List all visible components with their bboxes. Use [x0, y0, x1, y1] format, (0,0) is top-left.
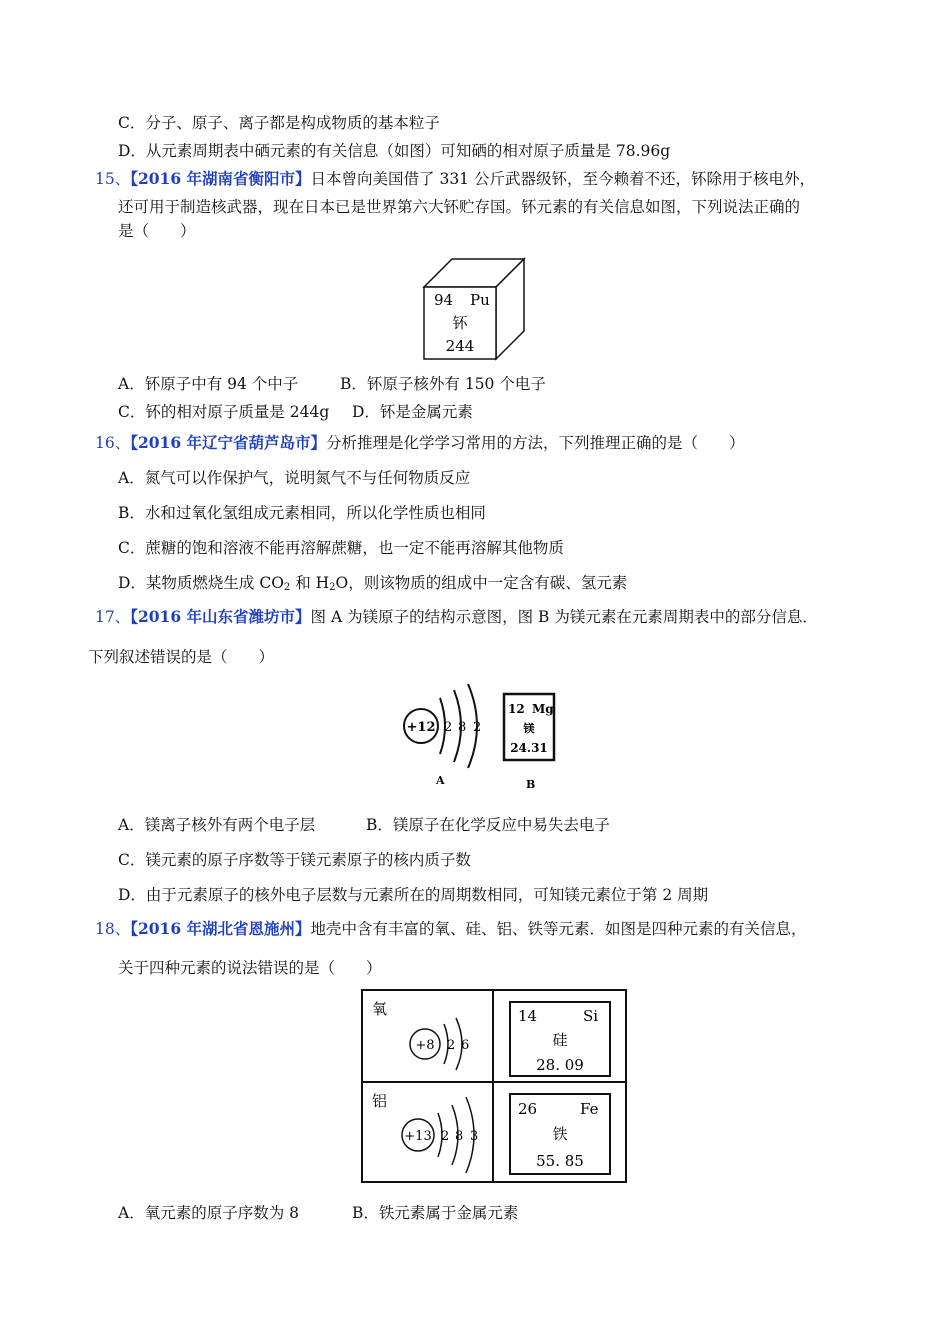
- q16-number: 16、: [95, 434, 131, 452]
- q15-stem-line3: 是（ ）: [118, 222, 196, 240]
- q18-stem-line2: 关于四种元素的说法错误的是（ ）: [118, 959, 382, 977]
- q15-option-c: C．钚的相对原子质量是 244g: [118, 403, 330, 421]
- q17-option-d: D．由于元素原子的核外电子层数与元素所在的周期数相同，可知镁元素位于第 2 周期: [118, 886, 709, 904]
- q18-option-b: B．铁元素属于金属元素: [352, 1204, 519, 1222]
- q17-option-b: B．镁原子在化学反应中易失去电子: [366, 816, 610, 834]
- q15-text: 日本曾向美国借了 331 公斤武器级钚，至今赖着不还，钚除用于核电外，: [310, 170, 815, 188]
- fe-mass: 55. 85: [536, 1152, 584, 1170]
- q18-source: 【2016 年湖北省恩施州】: [130, 919, 311, 938]
- q18-option-a: A．氧元素的原子序数为 8: [118, 1204, 299, 1222]
- pu-name: 钚: [452, 314, 468, 332]
- pu-atomic-number: 94: [434, 291, 454, 309]
- figure-a-label: A: [436, 774, 445, 787]
- four-elements-figure: [360, 988, 630, 1186]
- q18-stem-line1: [95, 918, 807, 940]
- q16-option-c: C．蔗糖的饱和溶液不能再溶解蔗糖，也一定不能再溶解其他物质: [118, 539, 564, 557]
- aluminum-shell-3: 3: [470, 1129, 479, 1144]
- si-atomic-number: 14: [518, 1007, 538, 1025]
- q18-number: 18、: [95, 920, 131, 938]
- q16-text: 分析推理是化学学习常用的方法，下列推理正确的是（ ）: [326, 434, 745, 452]
- aluminum-shell-1: 2: [441, 1129, 450, 1144]
- q16-option-b: B．水和过氧化氢组成元素相同，所以化学性质也相同: [118, 504, 486, 522]
- mg-shell-3: 2: [473, 720, 482, 735]
- q15-option-b: B．钚原子核外有 150 个电子: [340, 375, 546, 393]
- aluminum-name: 铝: [372, 1092, 388, 1110]
- aluminum-shell-2: 8: [455, 1129, 464, 1144]
- q15-source: 【2016 年湖南省衡阳市】: [130, 169, 311, 188]
- fe-name: 铁: [552, 1125, 568, 1143]
- q15-option-a: A．钚原子中有 94 个中子: [118, 375, 299, 393]
- magnesium-figure: [398, 680, 568, 798]
- aluminum-nucleus: +13: [404, 1129, 432, 1144]
- q15-number: 15、: [95, 170, 131, 188]
- si-symbol: Si: [583, 1007, 599, 1025]
- si-name: 硅: [552, 1031, 568, 1049]
- q15-stem-line1: [95, 168, 815, 190]
- q14-option-d: D．从元素周期表中硒元素的有关信息（如图）可知硒的相对原子质量是 78.96g: [118, 142, 671, 160]
- q17-text: 图 A 为镁原子的结构示意图，图 B 为镁元素在元素周期表中的部分信息．: [310, 608, 818, 626]
- q15-option-d: D．钚是金属元素: [352, 403, 473, 421]
- fe-atomic-number: 26: [518, 1100, 538, 1118]
- fe-symbol: Fe: [580, 1100, 599, 1118]
- q18-text: 地壳中含有丰富的氧、硅、铝、铁等元素．如图是四种元素的有关信息，: [310, 920, 807, 938]
- oxygen-nucleus: +8: [415, 1038, 435, 1053]
- q17-number: 17、: [95, 608, 131, 626]
- oxygen-shell-1: 2: [447, 1038, 456, 1053]
- q17-source: 【2016 年山东省潍坊市】: [130, 607, 311, 626]
- mg-mass: 24.31: [510, 741, 548, 755]
- q16-d-part2: 和 H: [290, 574, 330, 592]
- q16-d-sub1: 2: [283, 582, 291, 593]
- mg-nucleus: +12: [406, 720, 436, 735]
- q17-option-c: C．镁元素的原子序数等于镁元素原子的核内质子数: [118, 851, 471, 869]
- si-mass: 28. 09: [536, 1056, 584, 1074]
- figure-b-label: B: [526, 778, 536, 791]
- q16-source: 【2016 年辽宁省葫芦岛市】: [130, 433, 327, 452]
- mg-shell-2: 8: [458, 720, 467, 735]
- q17-option-a: A．镁离子核外有两个电子层: [118, 816, 316, 834]
- q16-option-a: A．氮气可以作保护气，说明氮气不与任何物质反应: [118, 469, 471, 487]
- q16-d-part1: D．某物质燃烧生成 CO: [118, 574, 284, 592]
- q16-d-sub2: 2: [329, 582, 336, 593]
- q15-stem-line2: 还可用于制造核武器，现在日本已是世界第六大钚贮存国。钚元素的有关信息如图，下列说法正确的: [118, 198, 801, 216]
- q14-option-c: C．分子、原子、离子都是构成物质的基本粒子: [118, 114, 440, 132]
- plutonium-cube-figure: [418, 255, 530, 363]
- oxygen-name: 氧: [372, 1000, 388, 1018]
- mg-shell-1: 2: [444, 720, 453, 735]
- mg-name: 镁: [523, 722, 535, 735]
- q16-d-part3: O，则该物质的组成中一定含有碳、氢元素: [335, 574, 628, 592]
- mg-symbol: Mg: [532, 702, 554, 716]
- q16-option-d: [118, 572, 627, 594]
- pu-mass: 244: [445, 337, 475, 355]
- q17-stem-line2: 下列叙述错误的是（ ）: [88, 648, 275, 666]
- mg-atomic-number: 12: [508, 702, 525, 716]
- pu-symbol: Pu: [470, 291, 490, 309]
- oxygen-shell-2: 6: [461, 1038, 470, 1053]
- q16-stem: [95, 432, 745, 454]
- q17-stem-line1: [95, 606, 818, 628]
